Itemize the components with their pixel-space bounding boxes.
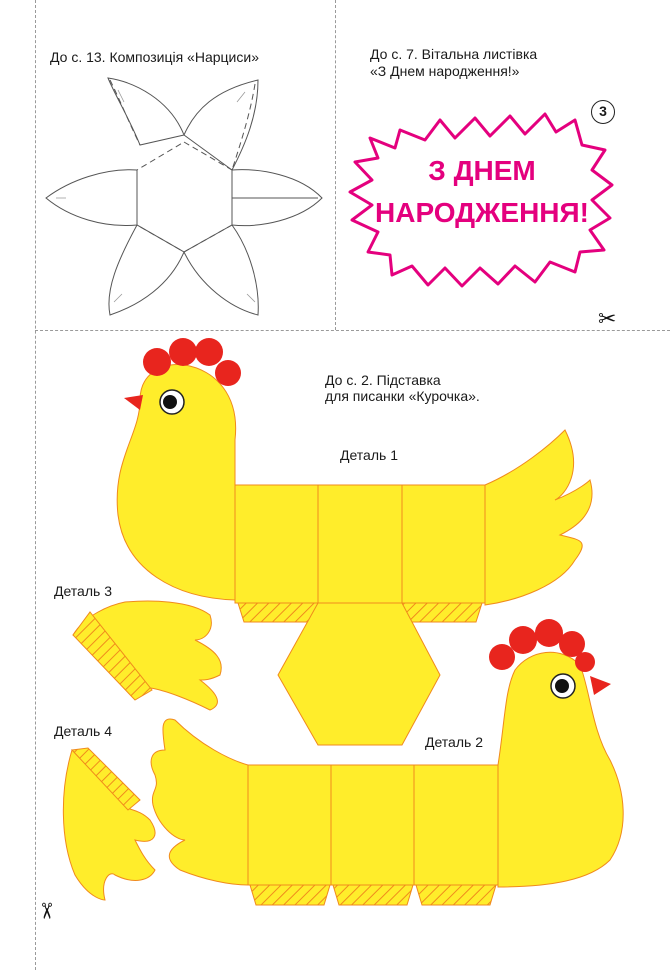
part1-label: Деталь 1 [340, 447, 398, 463]
stand-caption-line2: для писанки «Курочка». [325, 388, 480, 404]
stand-caption-line1: До с. 2. Підставка [325, 372, 441, 388]
narcissus-caption: До с. 13. Композиція «Нарциси» [50, 49, 259, 65]
card-text-line2: НАРОДЖЕННЯ! [375, 197, 589, 228]
scissors-icon: ✂ [598, 306, 617, 331]
card-caption-line2: «З Днем народження!» [370, 63, 520, 79]
part2-label: Деталь 2 [425, 734, 483, 750]
card-text-line1: З ДНЕМ [428, 155, 536, 186]
part4-label: Деталь 4 [54, 723, 112, 739]
scissors-icon-bottom: ✂ [34, 901, 60, 921]
part3-label: Деталь 3 [54, 583, 112, 599]
page-number: 3 [591, 100, 615, 124]
card-caption-line1: До с. 7. Вітальна листівка [370, 46, 538, 62]
